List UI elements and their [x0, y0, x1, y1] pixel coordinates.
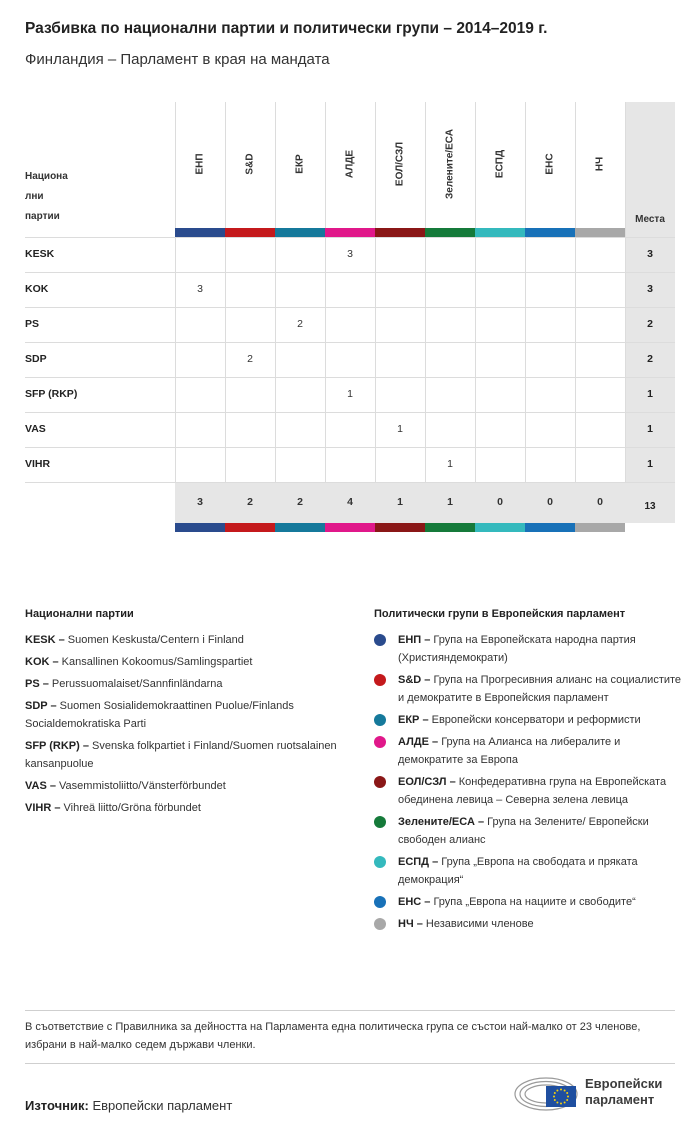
national-party-abbr: PS – — [25, 678, 49, 690]
group-color-dot-icon — [374, 736, 386, 748]
column-total-value: 1 — [447, 496, 453, 508]
row-seats-value: 2 — [647, 318, 653, 330]
political-group-name: Група „Европа на свободата и пряката демокрация“ — [398, 856, 638, 886]
political-group-item — [374, 853, 684, 889]
political-group-item — [374, 773, 684, 809]
group-color-dot-icon — [374, 856, 386, 868]
column-total-value: 1 — [397, 496, 403, 508]
row-seats-value: 3 — [647, 248, 653, 260]
political-group-name: Група „Европа на нациите и свободите“ — [430, 896, 636, 908]
political-group-name: Група на Зелените/ Европейски свободен алианс — [398, 816, 649, 846]
logo-text-line: Европейски — [585, 1076, 663, 1091]
seats-header: Места — [635, 214, 665, 225]
row-seats-value: 3 — [647, 283, 653, 295]
political-group-item — [374, 671, 684, 707]
divider — [25, 1010, 675, 1011]
group-color-dot-icon — [374, 714, 386, 726]
political-group-name: Група на Прогресивния алианс на социалистите и демократите в Европейския парламент — [398, 674, 682, 704]
national-party-item — [25, 631, 355, 649]
national-parties-header — [25, 167, 95, 227]
political-group-item — [374, 711, 684, 729]
national-parties-legend-title: Национални партии — [25, 608, 134, 620]
row-divider — [25, 447, 675, 448]
national-party-abbr: VIHR – — [25, 802, 61, 814]
political-group-item — [374, 631, 684, 667]
national-parties-header-line: партии — [25, 211, 60, 222]
column-header — [175, 102, 225, 227]
column-total-value: 0 — [597, 496, 603, 508]
group-color-bar — [275, 523, 325, 532]
political-group-abbr: ЕОЛ/СЗЛ – — [398, 776, 456, 788]
political-group-item — [374, 915, 684, 933]
group-color-bar — [575, 523, 625, 532]
row-party-label: SDP — [25, 353, 47, 365]
parliament-emblem-icon — [513, 1074, 583, 1114]
row-party-label: KOK — [25, 283, 49, 295]
national-party-item — [25, 737, 355, 773]
column-header — [575, 102, 625, 227]
national-party-name: Suomen Sosialidemokraattinen Puolue/Finlands Socialdemokratiska Parti — [25, 700, 294, 730]
table-cell-value: 1 — [447, 458, 453, 470]
national-party-abbr: KESK – — [25, 634, 65, 646]
political-group-item — [374, 893, 684, 911]
divider — [25, 1063, 675, 1064]
column-header-label: ЕСПД — [494, 149, 506, 179]
national-parties-header-line: лни — [25, 191, 44, 202]
group-color-bar — [575, 228, 625, 237]
table-cell-value: 1 — [347, 388, 353, 400]
row-divider — [25, 272, 675, 273]
seat-distribution-table — [0, 0, 700, 540]
political-group-item — [374, 813, 684, 849]
national-party-item — [25, 777, 355, 795]
row-divider — [25, 412, 675, 413]
column-header-label: Зелените/ЕСА — [444, 129, 456, 199]
national-party-abbr: VAS – — [25, 780, 56, 792]
column-header-label: ЕНС — [544, 153, 556, 175]
national-party-abbr: SDP – — [25, 700, 57, 712]
column-header — [225, 102, 275, 227]
political-group-abbr: S&D – — [398, 674, 431, 686]
column-header — [375, 102, 425, 227]
national-party-name: Vihreä liitto/Gröna förbundet — [60, 802, 201, 814]
grand-total-value: 13 — [644, 501, 656, 512]
row-seats-value: 1 — [647, 423, 653, 435]
national-party-item — [25, 653, 355, 671]
column-header-label: ЕОЛ/СЗЛ — [394, 141, 406, 187]
row-divider — [25, 482, 675, 483]
group-color-bar — [175, 523, 225, 532]
logo-text — [585, 1076, 662, 1108]
group-color-bar — [325, 228, 375, 237]
column-header-label: АЛДЕ — [344, 149, 356, 179]
source-value: Европейски парламент — [88, 1098, 233, 1113]
row-seats-value: 2 — [647, 353, 653, 365]
column-header — [525, 102, 575, 227]
group-color-bar — [225, 228, 275, 237]
national-parties-legend — [25, 608, 355, 821]
table-cell-value: 3 — [347, 248, 353, 260]
column-total-value: 0 — [547, 496, 553, 508]
column-header-label: ЕНП — [194, 153, 206, 175]
table-cell-value: 3 — [197, 283, 203, 295]
group-color-dot-icon — [374, 816, 386, 828]
column-header-label: S&D — [244, 153, 256, 175]
column-total-value: 2 — [297, 496, 303, 508]
page-title: Разбивка по национални партии и политически групи – 2014–2019 г. — [25, 20, 548, 37]
political-groups-legend-title: Политически групи в Европейския парламент — [374, 608, 626, 620]
political-group-abbr: НЧ – — [398, 918, 423, 930]
row-party-label: KESK — [25, 248, 55, 260]
political-group-abbr: АЛДЕ – — [398, 736, 439, 748]
group-color-bar — [375, 228, 425, 237]
political-group-name: Европейски консерватори и реформисти — [428, 714, 641, 726]
group-color-dot-icon — [374, 918, 386, 930]
group-color-dot-icon — [374, 896, 386, 908]
row-party-label: VIHR — [25, 458, 51, 470]
national-parties-header-line: Национа — [25, 171, 68, 182]
table-cell-value: 2 — [297, 318, 303, 330]
row-seats-value: 1 — [647, 458, 653, 470]
political-groups-legend — [374, 608, 684, 937]
political-group-abbr: ЕНП – — [398, 634, 431, 646]
group-color-bar — [375, 523, 425, 532]
political-group-abbr: Зелените/ЕСА – — [398, 816, 485, 828]
group-color-dot-icon — [374, 634, 386, 646]
footnote: В съответствие с Правилника за дейността на Парламента една политическа група се състои най-малко от 23 членове, избрани в най-малко седем държави членки. — [25, 1021, 641, 1051]
source-line — [25, 1098, 232, 1113]
national-party-name: Svenska folkpartiet i Finland/Suomen ruotsalainen kansanpuolue — [25, 740, 337, 770]
column-total-value: 3 — [197, 496, 203, 508]
national-party-name: Vasemmistoliitto/Vänsterförbundet — [55, 780, 226, 792]
group-color-bar — [525, 228, 575, 237]
page-subtitle: Финландия – Парламент в края на мандата — [25, 51, 330, 68]
group-color-bar — [275, 228, 325, 237]
column-total-value: 2 — [247, 496, 253, 508]
table-cell-value: 2 — [247, 353, 253, 365]
national-party-name: Suomen Keskusta/Centern i Finland — [64, 634, 244, 646]
political-group-item — [374, 733, 684, 769]
column-total-value: 4 — [347, 496, 353, 508]
column-header — [325, 102, 375, 227]
column-header — [475, 102, 525, 227]
political-group-name: Група на Алианса на либералите и демократите за Европа — [398, 736, 621, 766]
national-party-item — [25, 697, 355, 733]
national-party-name: Perussuomalaiset/Sannfinländarna — [48, 678, 223, 690]
row-divider — [25, 237, 675, 238]
group-color-bar — [325, 523, 375, 532]
european-parliament-logo — [513, 1074, 678, 1114]
row-divider — [25, 307, 675, 308]
political-group-name: Независими членове — [422, 918, 534, 930]
political-group-name: Група на Европейската народна партия (Християндемократи) — [398, 634, 636, 664]
column-header-label: ЕКР — [294, 154, 306, 174]
logo-text-line: парламент — [585, 1092, 655, 1107]
group-color-bar — [475, 228, 525, 237]
column-total-value: 0 — [497, 496, 503, 508]
national-party-item — [25, 675, 355, 693]
column-header — [275, 102, 325, 227]
group-color-bar — [225, 523, 275, 532]
group-color-bar — [475, 523, 525, 532]
table-cell-value: 1 — [397, 423, 403, 435]
row-divider — [25, 377, 675, 378]
national-party-abbr: KOK – — [25, 656, 59, 668]
row-party-label: VAS — [25, 423, 46, 435]
row-divider — [25, 342, 675, 343]
group-color-bar — [425, 523, 475, 532]
group-color-dot-icon — [374, 674, 386, 686]
political-group-name: Конфедеративна група на Европейската обединена левица – Северна зелена левица — [398, 776, 667, 806]
national-party-abbr: SFP (RKP) – — [25, 740, 89, 752]
row-seats-value: 1 — [647, 388, 653, 400]
row-party-label: PS — [25, 318, 40, 330]
political-group-abbr: ЕНС – — [398, 896, 431, 908]
column-header-label: НЧ — [594, 156, 606, 172]
political-group-abbr: ЕСПД – — [398, 856, 439, 868]
national-party-item — [25, 799, 355, 817]
group-color-dot-icon — [374, 776, 386, 788]
row-party-label: SFP (RKP) — [25, 388, 78, 400]
column-header — [425, 102, 475, 227]
group-color-bar — [175, 228, 225, 237]
political-group-abbr: ЕКР – — [398, 714, 429, 726]
source-label: Източник: — [25, 1098, 89, 1113]
group-color-bar — [525, 523, 575, 532]
group-color-bar — [425, 228, 475, 237]
national-party-name: Kansallinen Kokoomus/Samlingspartiet — [58, 656, 253, 668]
